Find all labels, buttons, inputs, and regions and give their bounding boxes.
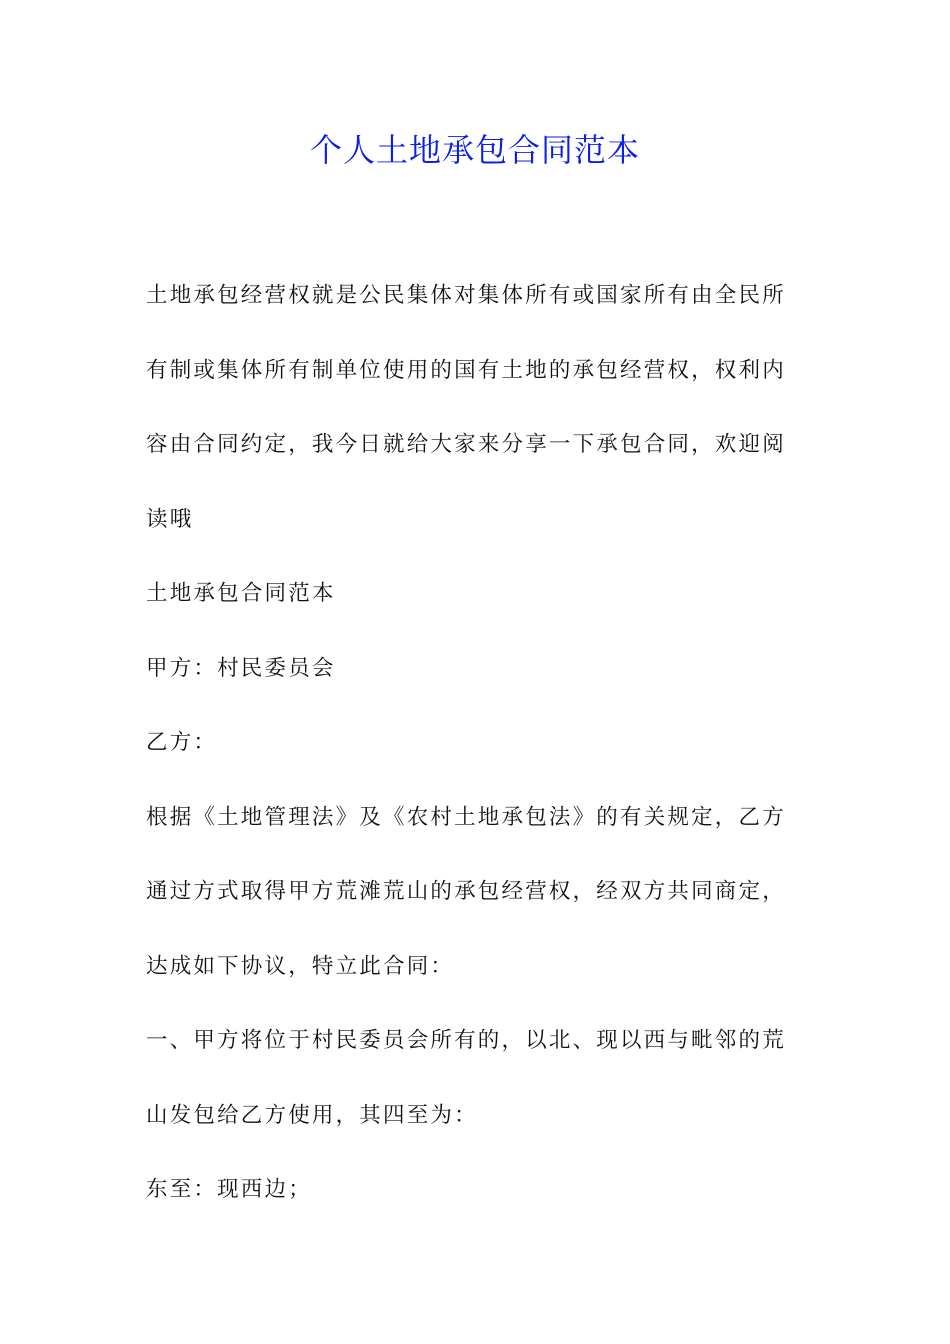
document-body	[146, 259, 808, 1228]
text-line: 土地承包经营权就是公民集体对集体所有或国家所有由全民所	[146, 283, 786, 308]
contract-subtitle	[146, 557, 808, 632]
boundary-east-line	[146, 1153, 808, 1228]
text-line: 有制或集体所有制单位使用的国有土地的承包经营权，权利内	[146, 357, 786, 383]
text-line: 根据《土地管理法》及《农村土地承包法》的有关规定，乙方	[146, 804, 786, 830]
document-title: 个人土地承包合同范本	[309, 131, 640, 169]
text-line: 达成如下协议，特立此合同：	[146, 953, 455, 979]
legal-basis-paragraph	[146, 781, 808, 1005]
clause-one-paragraph	[146, 1004, 808, 1153]
text-line: 甲方：村民委员会	[146, 655, 336, 681]
text-line: 土地承包合同范本	[146, 581, 336, 606]
text-line: 通过方式取得甲方荒滩荒山的承包经营权，经双方共同商定，	[146, 879, 786, 904]
party-b-line	[146, 706, 808, 781]
text-line: 读哦	[146, 506, 194, 532]
intro-paragraph	[146, 259, 808, 557]
text-line: 一、甲方将位于村民委员会所有的，以北、现以西与毗邻的荒	[146, 1028, 786, 1053]
text-line: 山发包给乙方使用，其四至为：	[146, 1102, 478, 1128]
text-line: 容由合同约定，我今日就给大家来分享一下承包合同，欢迎阅	[146, 432, 786, 457]
text-line: 乙方：	[146, 730, 218, 755]
party-a-line	[146, 632, 808, 707]
text-line: 东至：现西边；	[146, 1177, 312, 1202]
